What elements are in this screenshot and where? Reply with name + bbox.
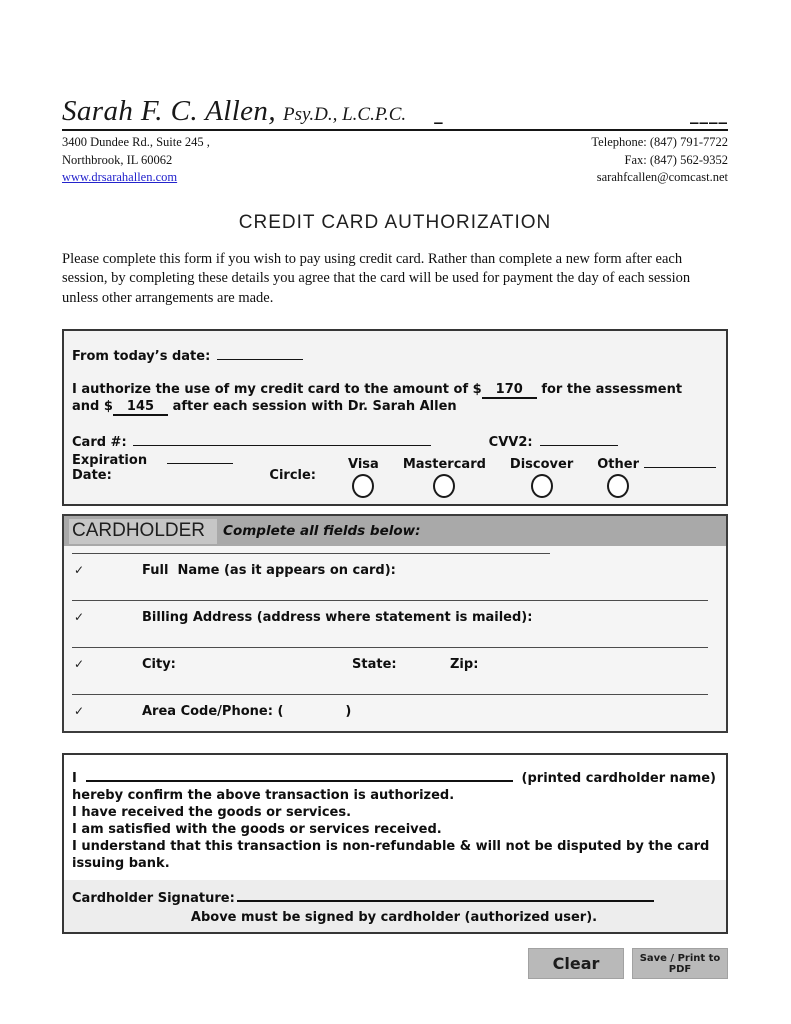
confirmation-line-4: I am satisfied with the goods or services received. [72,822,442,837]
save-print-button[interactable]: Save / Print to PDF [632,948,728,979]
phone-row [72,704,718,719]
signature-band [64,880,726,932]
email-address: sarahfcallen@comcast.net [596,170,728,184]
expiration-label: Expiration Date: [72,453,148,483]
assessment-amount: 170 [482,382,537,399]
confirmation-box [62,753,728,934]
confirmation-line-2: hereby confirm the above transaction is authorized. [72,788,455,803]
other-label-row [597,456,716,472]
website-link[interactable]: www.drsarahallen.com [62,170,178,184]
city-state-zip-field[interactable] [72,694,708,695]
confirmation-line-3: I have received the goods or services. [72,805,352,820]
visa-circle[interactable] [352,474,374,498]
authorization-text-3: and $ [72,398,113,414]
signature-row [72,889,716,907]
cardholder-top-line[interactable] [72,553,550,554]
authorization-statement [72,382,716,415]
underline-segment-mid: _ [434,105,443,125]
practice-contacts [62,134,728,187]
option-visa [348,457,379,498]
expiration-circle-row [72,452,716,498]
phone-close-paren: ) [345,704,352,719]
area-code-phone-label: Area Code/Phone: ( [142,704,284,719]
underline-segment-right: ____ [690,105,728,125]
check-icon: ✓ [74,704,85,718]
card-number-field[interactable] [133,434,431,446]
card-number-row [72,434,716,450]
option-other [597,456,716,498]
session-amount: 145 [113,399,168,416]
city-label: City: [142,657,176,672]
billing-address-row [72,610,718,625]
confirmation-i: I [72,771,77,786]
full-name-row [72,563,718,578]
printed-name-field[interactable] [86,769,513,782]
clear-button[interactable]: Clear [528,948,624,979]
cardholder-bar-subtitle: Complete all fields below: [223,523,421,539]
printed-name-label: (printed cardholder name) [521,771,716,786]
option-discover [510,457,573,498]
check-icon: ✓ [74,657,85,671]
visa-label: Visa [348,457,379,472]
authorization-box [62,329,728,506]
city-state-zip-row [72,657,718,672]
date-label: From today’s date: [72,349,211,364]
check-icon: ✓ [74,563,85,577]
mastercard-label: Mastercard [402,457,486,472]
cardholder-bar-title: CARDHOLDER [69,519,217,544]
check-icon: ✓ [74,610,85,624]
state-label: State: [352,657,397,672]
card-type-options [336,456,716,498]
address-line-1: 3400 Dundee Rd., Suite 245 , [62,135,210,149]
cvv-label: CVV2: [488,435,533,450]
authorization-line-2 [72,399,716,416]
practice-header [62,95,728,187]
fax-number: Fax: (847) 562-9352 [624,152,728,167]
zip-label: Zip: [450,657,479,672]
page-title: CREDIT CARD AUTHORIZATION [238,211,552,233]
other-circle[interactable] [607,474,629,498]
signature-label: Cardholder Signature: [72,891,235,906]
practice-phone-block [591,134,728,187]
cardholder-header-bar [64,516,726,546]
signature-field[interactable] [237,889,654,902]
authorization-text-2: for the assessment [536,382,683,397]
cvv-field[interactable] [540,434,618,446]
mastercard-circle[interactable] [433,474,455,498]
practice-name-line [62,95,728,131]
other-field[interactable] [644,456,716,468]
intro-paragraph: Please complete this form if you wish to pay using credit card. Rather than complete a new form after each session, by completing these details you agree that the card will be used for payment the day of each session unless other arrangements are made. [62,250,691,306]
confirmation-line-5: I understand that this transaction is non-refundable & will not be disputed by the card issuing bank. [72,839,710,871]
expiration-group [72,452,233,483]
authorization-text-4: after each session with Dr. Sarah Allen [168,398,457,414]
date-field[interactable] [217,348,303,360]
practice-credentials: Psy.D., L.C.P.C. [282,104,407,125]
practice-name: Sarah F. C. Allen, [62,95,276,127]
printed-name-row [72,769,716,787]
date-row [72,348,716,364]
cardholder-fields [64,553,726,719]
full-name-label: Full Name (as it appears on card): [142,563,396,578]
phone-number: Telephone: (847) 791-7722 [591,135,728,149]
full-name-field[interactable] [72,600,708,601]
signature-note: Above must be signed by cardholder (authorized user). [190,910,598,925]
discover-label: Discover [509,457,574,472]
expiration-field[interactable] [167,452,234,464]
other-label: Other [597,457,639,472]
address-line-2: Northbrook, IL 60062 [62,152,173,167]
authorization-text-1: I authorize the use of my credit card to the amount of $ [72,382,482,397]
authorization-line-1 [72,382,716,399]
card-number-label: Card #: [72,435,127,450]
billing-address-field[interactable] [72,647,708,648]
form-actions [62,948,728,979]
cardholder-box [62,514,728,733]
circle-label: Circle: [269,468,317,483]
practice-address [62,134,210,187]
discover-circle[interactable] [531,474,553,498]
option-mastercard [403,457,486,498]
billing-address-label: Billing Address (address where statement is mailed): [142,610,533,625]
